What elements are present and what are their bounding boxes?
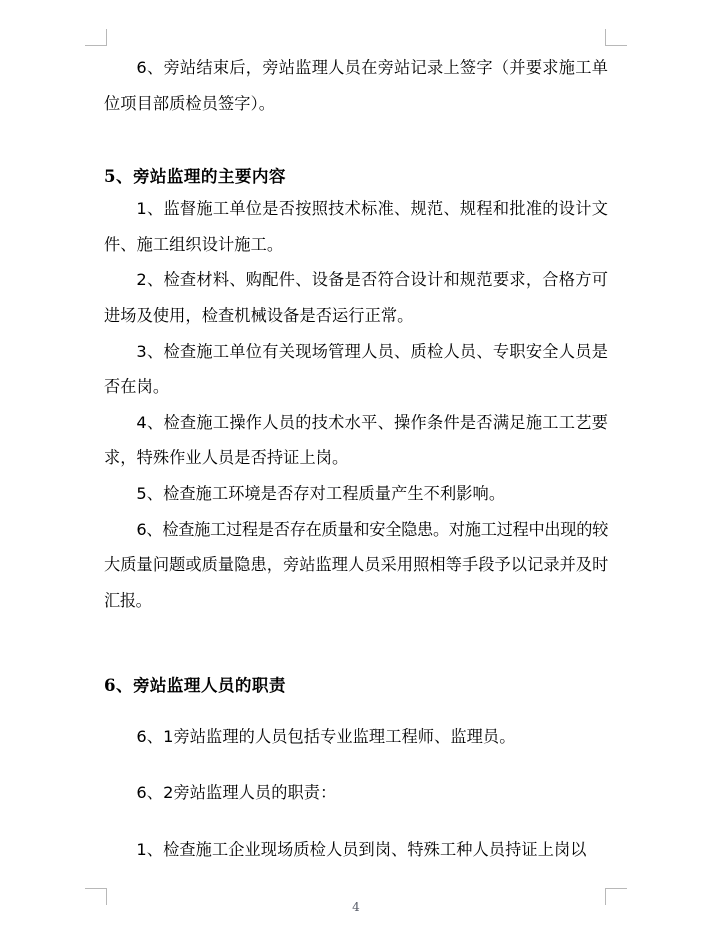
crop-mark-vertical-rule — [605, 29, 606, 46]
para-6-2-item-1: 1、检查施工企业现场质检人员到岗、特殊工种人员持证上岗以 — [136, 840, 587, 860]
heading-section-6: 6、旁站监理人员的职责 — [104, 675, 286, 696]
para-5-5: 5、检查施工环境是否存对工程质量产生不利影响。 — [136, 483, 506, 503]
crop-mark-top-right-icon — [605, 29, 627, 46]
spacer — [104, 752, 608, 778]
crop-mark-horizontal-rule — [85, 45, 107, 46]
para-5-1: 1、监督施工单位是否按照技术标准、规范、规程和批准的设计文件、施工组织设计施工。 — [104, 199, 608, 254]
spacer — [104, 808, 608, 835]
spacer — [104, 700, 608, 722]
crop-mark-horizontal-rule — [605, 45, 627, 46]
page-number: 4 — [352, 900, 360, 914]
para-5-6-continuation: 6、旁站结束后，旁站监理人员在旁站记录上签字（并要求施工单位项目部质检员签字）。 — [104, 58, 608, 113]
para-5-4: 4、检查施工操作人员的技术水平、操作条件是否满足施工工艺要求，特殊作业人员是否持证上岗。 — [104, 412, 608, 468]
para-5-2: 2、检查材料、购配件、设备是否符合设计和规范要求，合格方可进场及使用，检查机械设备是否运行正常。 — [104, 270, 608, 325]
spacer — [104, 121, 608, 161]
crop-mark-horizontal-rule — [85, 888, 107, 889]
para-6-2: 6、2旁站监理人员的职责： — [136, 783, 337, 803]
crop-mark-top-left-icon — [85, 29, 107, 46]
heading-section-5: 5、旁站监理的主要内容 — [104, 166, 286, 187]
crop-mark-vertical-rule — [106, 29, 107, 46]
document-text-column — [104, 50, 608, 865]
para-5-6: 6、检查施工过程是否存在质量和安全隐患。对施工过程中出现的较大质量问题或质量隐患，旁站监理人员采用照相等手段予以记录并及时汇报。 — [104, 519, 608, 610]
para-5-3: 3、检查施工单位有关现场管理人员、质检人员、专职安全人员是否在岗。 — [104, 341, 608, 397]
para-6-1: 6、1旁站监理的人员包括专业监理工程师、监理员。 — [136, 727, 516, 747]
spacer — [104, 618, 608, 670]
crop-mark-horizontal-rule — [605, 888, 627, 889]
